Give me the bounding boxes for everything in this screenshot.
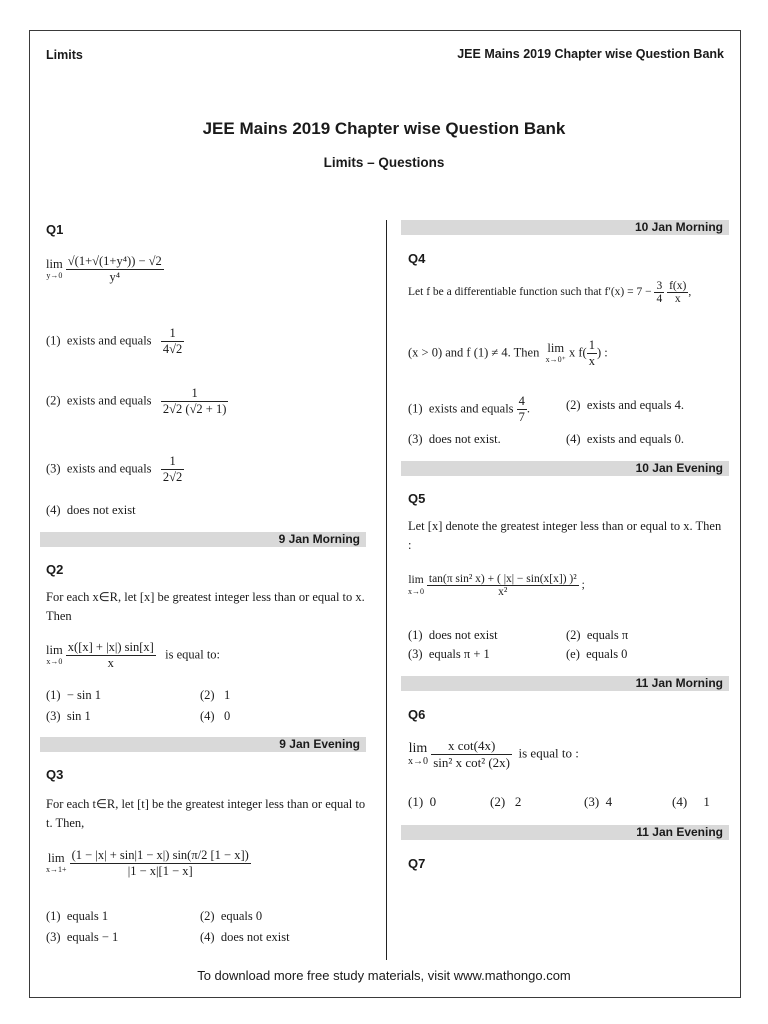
q4-text-b: (x > 0) and f (1) ≠ 4. Then	[408, 345, 540, 360]
q3-label: Q3	[46, 767, 64, 782]
q1-label: Q1	[46, 222, 64, 237]
column-divider	[386, 220, 387, 960]
q4-frac1-den: 4	[656, 293, 663, 305]
option-number: (1)	[46, 909, 61, 923]
option-number: (3)	[46, 461, 61, 476]
q4-session-badge: 10 Jan Evening	[401, 461, 729, 476]
q2-text: For each x∈R, let [x] be greatest integer less than or equal to x. Then	[46, 590, 365, 623]
q4-frac2-den: x	[674, 293, 681, 305]
q7-label: Q7	[408, 856, 426, 871]
q2-label: Q2	[46, 562, 64, 577]
lim-sub: x→0	[46, 656, 63, 666]
lim-word: lim	[47, 850, 65, 865]
q5-label: Q5	[408, 491, 426, 506]
q2-tail: is equal to:	[165, 647, 221, 662]
option-number: (3)	[408, 647, 423, 661]
option-text: 4	[605, 794, 613, 809]
option-number: (4)	[672, 794, 688, 809]
q3-option-3[interactable]	[46, 930, 118, 945]
q4-frac1-num: 3	[656, 280, 663, 292]
option-text: 2	[514, 794, 522, 809]
option-number: (4)	[46, 503, 61, 517]
option-number: (2)	[200, 909, 215, 923]
option-text: sin 1	[66, 709, 91, 723]
option-text: equals − 1	[66, 930, 119, 944]
lim-word: lim	[547, 340, 565, 355]
q2-option-1[interactable]	[46, 688, 101, 703]
q4-option-3[interactable]	[408, 432, 501, 447]
option-text: exists and equals	[66, 333, 152, 348]
q3-numerator: (1 − |x| + sin|1 − x|) sin(π/2 [1 − x])	[71, 848, 249, 862]
q2-session-badge: 9 Jan Evening	[40, 737, 366, 752]
q6-option-3[interactable]	[584, 794, 612, 810]
option-number: (3)	[46, 709, 61, 723]
q4-option-4[interactable]	[566, 432, 684, 447]
option-text: equals π	[586, 628, 629, 642]
option-den: 7	[518, 410, 525, 424]
q1-option-4[interactable]	[46, 503, 136, 518]
q5-option-3[interactable]	[408, 647, 490, 662]
option-text: exists and equals 0.	[586, 432, 685, 446]
q4-expr: x f	[568, 345, 583, 360]
q6-option-1[interactable]	[408, 794, 436, 810]
q5-session-badge: 11 Jan Morning	[401, 676, 729, 691]
q6-label: Q6	[408, 707, 426, 722]
q1-denominator: y⁴	[109, 270, 121, 284]
q4-option-1[interactable]: (1) exists and equals $\frac{4}{7}$ .	[408, 394, 531, 424]
option-number: (3)	[408, 432, 423, 446]
option-text: − sin 1	[66, 688, 101, 702]
option-number: (3)	[584, 794, 600, 809]
option-number: (2)	[490, 794, 506, 809]
q5-option-4[interactable]	[566, 647, 627, 662]
option-text: exists and equals	[428, 401, 514, 416]
option-number: (1)	[408, 794, 424, 809]
q3-option-4[interactable]	[200, 930, 290, 945]
lim-word: lim	[408, 741, 428, 756]
header-book-title: JEE Mains 2019 Chapter wise Question Bank	[457, 47, 724, 61]
q4-frac3-den: x	[588, 354, 595, 368]
option-text: equals 1	[66, 909, 109, 923]
option-text: exists and equals	[66, 461, 152, 476]
q4-option-2[interactable]	[566, 398, 684, 413]
q2-option-2[interactable]	[200, 688, 230, 703]
q5-option-1[interactable]	[408, 628, 498, 643]
q4-statement-line1: Let f be a differentiable function such that f′(x) = 7 − $\frac{3}{4}$ $\frac{f(x)}{x}$ ,	[408, 280, 692, 305]
option-number: (1)	[408, 401, 423, 416]
q3-option-2[interactable]	[200, 909, 262, 924]
q6-option-2[interactable]	[490, 794, 521, 810]
q6-numerator: x cot(4x)	[431, 738, 512, 755]
q5-option-2[interactable]	[566, 628, 628, 643]
q2-denominator: x	[107, 656, 114, 670]
option-den: 4√2	[162, 342, 183, 356]
option-number: (1)	[408, 628, 423, 642]
q3-text: For each t∈R, let [t] be the greatest integer less than or equal to t. Then,	[46, 797, 366, 830]
header-chapter: Limits	[46, 48, 83, 62]
lim-sub: x→0	[408, 586, 424, 596]
option-number: (3)	[46, 930, 61, 944]
option-text: exists and equals 4.	[586, 398, 685, 412]
lim-word: lim	[46, 256, 63, 271]
q5-expression: lim x→0 $\frac{\text{tan(π sin² x) + ( |x| − sin(x[x]) )²}}{\text{x²}}$ ;	[408, 573, 585, 598]
q1-option-1[interactable]	[46, 326, 184, 357]
q1-expression	[46, 254, 164, 285]
q4-top-session-badge: 10 Jan Morning	[401, 220, 729, 235]
option-number: (1)	[46, 688, 61, 702]
q2-option-3[interactable]	[46, 709, 91, 724]
option-text: 0	[429, 794, 437, 809]
option-text: 0	[223, 709, 231, 723]
q5-text: Let [x] denote the greatest integer less than or equal to x. Then :	[408, 519, 722, 552]
q2-option-4[interactable]	[200, 709, 230, 724]
option-num: 1	[161, 386, 228, 402]
lim-sub: y→0	[46, 270, 63, 280]
q2-numerator: x([x] + |x|) sin[x]	[67, 640, 154, 654]
footer-note: To download more free study materials, visit www.mathongo.com	[197, 968, 571, 983]
option-number: (2)	[200, 688, 215, 702]
q6-denominator: sin² x cot² (2x)	[433, 755, 511, 770]
option-number: (4)	[200, 709, 215, 723]
q2-expression	[46, 640, 220, 671]
option-number: (4)	[566, 432, 581, 446]
q4-frac3-num: 1	[588, 338, 595, 352]
option-den: 2√2	[162, 470, 183, 484]
lim-sub: x→1+	[46, 864, 67, 874]
q4-frac2-num: f(x)	[669, 280, 687, 292]
q6-tail: is equal to :	[518, 745, 579, 761]
lim-sub: x→0⁺	[545, 354, 566, 364]
option-num: 4	[518, 394, 525, 408]
q4-statement-line2: (x > 0) and f (1) ≠ 4. Then lim x→0⁺ x f( $\frac{1}{x}$ ) :	[408, 338, 608, 368]
option-text: equals 0	[586, 647, 628, 661]
option-number: (4)	[200, 930, 215, 944]
option-number: (1)	[46, 333, 61, 348]
option-text: 1	[703, 794, 710, 809]
option-text: equals 0	[220, 909, 263, 923]
q3-expression	[46, 848, 251, 879]
q6-session-badge: 11 Jan Evening	[401, 825, 729, 840]
lim-sub: x→0	[408, 756, 428, 767]
option-num: 1	[161, 454, 184, 470]
q5-denominator: x²	[498, 586, 508, 598]
q4-text-a: Let f be a differentiable function such that f′(x) = 7 −	[408, 286, 652, 299]
page-subtitle: Limits – Questions	[323, 155, 445, 170]
option-text: does not exist	[428, 628, 498, 642]
option-den: 2√2 (√2 + 1)	[162, 402, 227, 416]
q1-session-badge: 9 Jan Morning	[40, 532, 366, 547]
q6-expression	[408, 738, 579, 771]
page-title: JEE Mains 2019 Chapter wise Question Bank	[202, 119, 566, 138]
q4-label: Q4	[408, 251, 426, 266]
option-number: (e)	[566, 647, 580, 661]
option-text: does not exist.	[428, 432, 501, 446]
q3-option-1[interactable]	[46, 909, 108, 924]
option-num: 1	[161, 326, 184, 342]
q6-option-4[interactable]	[672, 794, 710, 810]
option-number: (2)	[46, 393, 61, 408]
q5-numerator: tan(π sin² x) + ( |x| − sin(x[x]) )²	[428, 573, 577, 585]
option-text: 1	[223, 688, 231, 702]
lim-word: lim	[408, 573, 424, 586]
q1-option-2[interactable]	[46, 386, 228, 417]
q1-option-3[interactable]	[46, 454, 184, 485]
option-number: (2)	[566, 398, 581, 412]
option-text: does not exist	[66, 503, 136, 517]
lim-word: lim	[46, 642, 63, 657]
q1-numerator: √(1+√(1+y⁴)) − √2	[67, 254, 162, 268]
q3-denominator: |1 − x|[1 − x]	[127, 864, 193, 878]
option-number: (2)	[566, 628, 581, 642]
option-text: equals π + 1	[428, 647, 490, 661]
option-text: does not exist	[220, 930, 290, 944]
option-text: exists and equals	[66, 393, 152, 408]
